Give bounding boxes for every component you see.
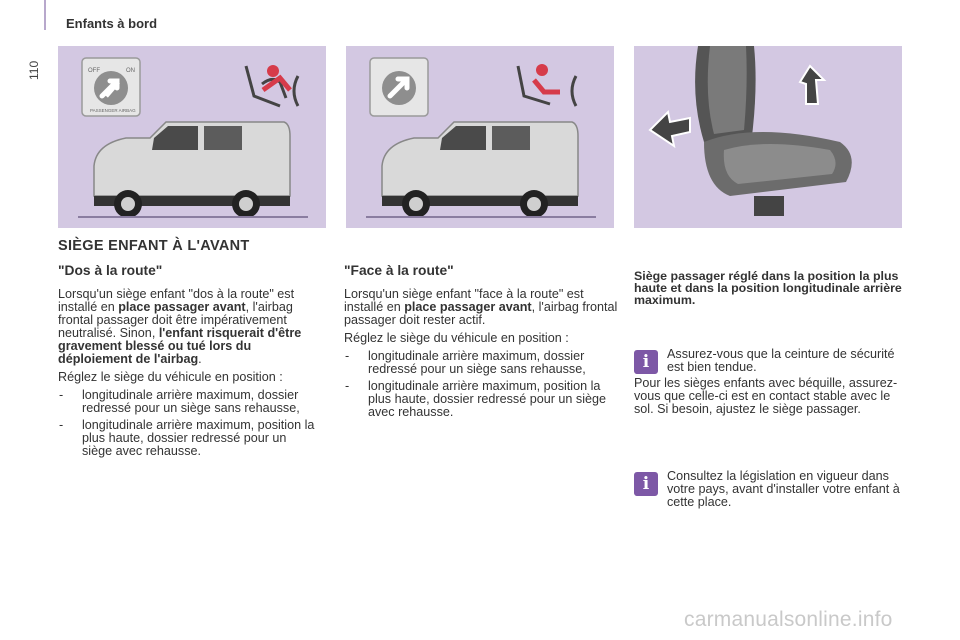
header-accent-bar <box>44 0 46 30</box>
warning-bold-text: l'enfant risquerait d'être gravement blessé ou tué lors du déploiement de l'airbag <box>58 326 302 366</box>
text-span: , l'airbag frontal passager doit rester actif. <box>344 300 618 327</box>
section-title: SIÈGE ENFANT À L'AVANT <box>58 238 250 254</box>
airbag-on-label: ON <box>126 68 135 74</box>
page-header-title: Enfants à bord <box>66 16 158 31</box>
position-list <box>58 389 320 458</box>
seat-position-intro: Réglez le siège du véhicule en position : <box>344 331 569 345</box>
seat-caption: Siège passager réglé dans la position la plus haute et dans la position longitudinale arrière maximum. <box>634 269 902 307</box>
rear-facing-paragraph <box>58 288 320 366</box>
info-note-legislation <box>634 470 904 509</box>
airbag-off-label: OFF <box>88 68 100 74</box>
van-icon <box>366 122 596 218</box>
info-text: Assurez-vous que la ceinture de sécurité est bien tendue. <box>667 347 895 374</box>
watermark: carmanualsonline.info <box>684 608 893 631</box>
forward-facing-paragraph <box>344 288 620 327</box>
airbag-switch-icon <box>370 58 428 116</box>
info-icon: i <box>634 472 658 496</box>
support-leg-paragraph: Pour les sièges enfants avec béquille, assurez-vous que celle-ci est en contact stable avec le sol. Si besoin, ajustez le siège passager. <box>634 376 898 416</box>
bold-text: place passager avant <box>404 300 532 314</box>
list-item: - longitudinale arrière maximum, dossier redressé pour un siège sans rehausse, <box>58 389 320 415</box>
illustration-seat-adjustment <box>634 46 902 228</box>
text-span: . <box>198 352 202 366</box>
illustration-rear-facing <box>58 46 326 228</box>
seat-position-intro: Réglez le siège du véhicule en position : <box>58 370 283 384</box>
rear-facing-column <box>58 264 320 462</box>
list-item: - longitudinale arrière maximum, dossier redressé pour un siège sans rehausse, <box>344 350 620 376</box>
list-item: - longitudinale arrière maximum, position la plus haute, dossier redressé pour un siège avec rehausse. <box>344 380 620 419</box>
bold-text: place passager avant <box>118 300 246 314</box>
text-span: , l'airbag frontal passager doit être impérativement neutralisé. Sinon, <box>58 300 293 340</box>
illustration-forward-facing <box>346 46 614 228</box>
forward-facing-child-seat-icon <box>518 64 576 106</box>
text-span: Lorsqu'un siège enfant "dos à la route" est installé en <box>58 287 295 314</box>
van-icon <box>78 122 308 218</box>
arrow-up-icon <box>800 66 824 104</box>
position-list <box>344 350 620 419</box>
page-number: 110 <box>27 60 41 80</box>
airbag-caption-label: PASSENGER AIRBAG <box>90 108 136 113</box>
rear-facing-child-seat-icon <box>246 65 298 106</box>
arrow-back-icon <box>650 112 690 146</box>
notes-column <box>634 270 904 514</box>
rear-facing-subtitle: "Dos à la route" <box>58 263 163 278</box>
forward-facing-subtitle: "Face à la route" <box>344 263 454 278</box>
list-item: - longitudinale arrière maximum, position la plus haute, dossier redressé pour un siège avec rehausse. <box>58 419 320 458</box>
seat-icon <box>695 46 852 216</box>
info-icon: i <box>634 350 658 374</box>
text-span: Lorsqu'un siège enfant "face à la route" est installé en <box>344 287 584 314</box>
airbag-switch-icon <box>82 58 140 116</box>
info-note-seatbelt <box>634 348 904 374</box>
forward-facing-column <box>344 264 620 423</box>
info-text: Consultez la législation en vigueur dans votre pays, avant d'installer votre enfant à cette place. <box>667 469 900 509</box>
